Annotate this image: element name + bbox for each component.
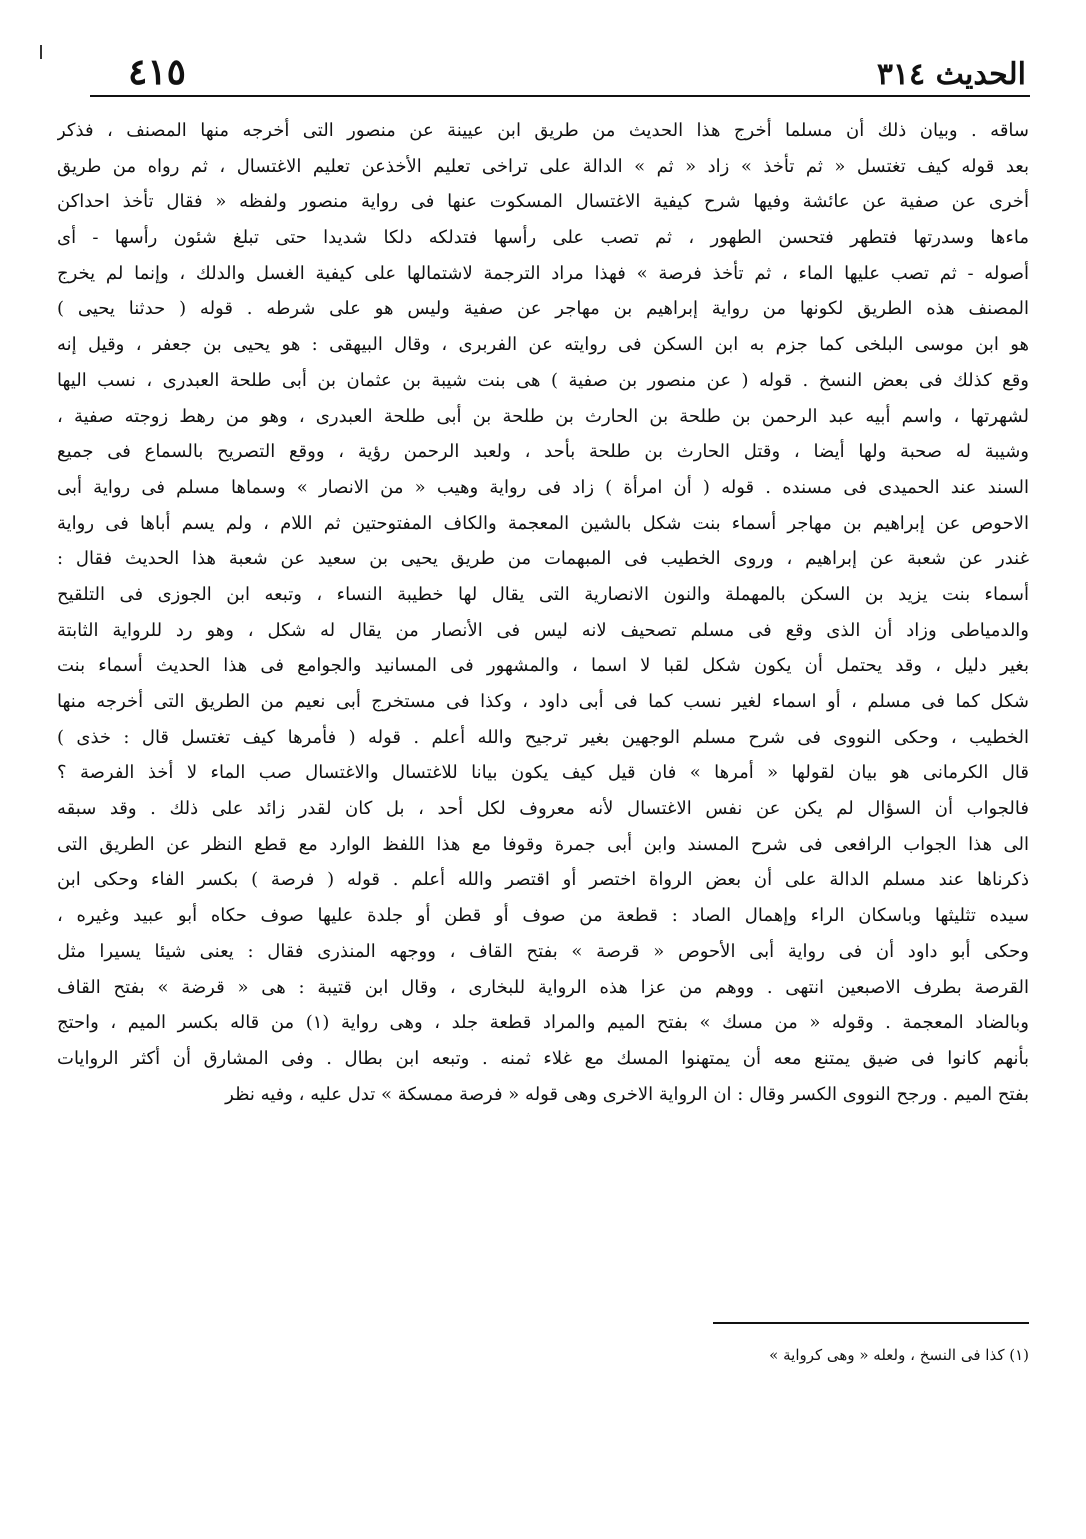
footnote: (١) كذا فى النسخ ، ولعله « وهى كرواية » — [769, 1346, 1029, 1364]
text-line: الى هذا الجواب الرافعى فى شرح المسند وابن أبى جمرة وقوفا مع هذا اللفظ الوارد مع قطع النظر عن الطريق التى — [57, 833, 1029, 855]
text-line: الاحوص عن إبراهيم بن مهاجر أسماء بنت شكل بالشين المعجمة والكاف المفتوحتين ثم اللام ، ولم يسم أباها فى رواية — [57, 512, 1029, 534]
text-line: غندر عن شعبة عن إبراهيم ، وروى الخطيب فى المبهمات من طريق يحيى بن سعيد عن شعبة هذا الحديث فقال : — [57, 548, 1029, 570]
text-line: ذكرناها عند مسلم الدالة على أن بعض الرواة اختصر أو اقتصر والله أعلم . قوله ( فرصة ) بكسر الفاء وحكى ابن — [57, 869, 1029, 891]
page-number: ٤١٥ — [128, 51, 187, 93]
page-header — [118, 40, 1026, 93]
text-line: أسماء بنت يزيد بن السكن بالمهملة والنون الانصارية التى يقال لها خطيبة النساء ، وتبعه ابن الجوزى فى التلقيح — [57, 583, 1029, 605]
text-line: لشهرتها ، واسم أبيه عبد الرحمن بن طلحة بن الحارث بن طلحة بن أبى طلحة العبدرى ، وهو من رهط زوجته صفية ، — [57, 405, 1029, 427]
text-line: أصوله - ثم تصب عليها الماء ، ثم تأخذ فرصة » فهذا مراد الترجمة لاشتمالها على كيفية الغسل والدلك ، وإنما لم يخرج — [57, 262, 1029, 284]
text-line: ساقه . وبيان ذلك أن مسلما أخرج هذا الحديث من طريق ابن عيينة عن منصور التى أخرجه منها المصنف ، فذكر — [57, 120, 1029, 141]
running-head: الحديث ٣١٤ — [876, 57, 1026, 92]
text-line: وبالضاد المعجمة . وقوله « من مسك » بفتح الميم والمراد قطعة جلد ، وهى رواية (١) من قاله بكسر الميم ، واحتج — [57, 1012, 1029, 1034]
margin-mark — [40, 45, 42, 59]
text-line: فالجواب أن السؤال لم يكن عن نفس الاغتسال لأنه معروف لكل أحد ، بل كان لقدر زائد على ذلك . وقد سبقه — [57, 798, 1029, 820]
text-line: شكل كما فى مسلم ، أو اسماء لغير نسب كما فى أبى داود ، وكذا فى مستخرج أبى نعيم من الطريق التى أخرجه منها — [57, 691, 1029, 712]
text-line: بأنهم كانوا فى ضيق يمتنع معه أن يمتهنوا المسك مع غلاء ثمنه . وتبعه ابن بطال . وفى المشارق أن أكثر الروايات — [57, 1047, 1029, 1069]
body-text — [57, 113, 1029, 1112]
text-line: وقع كذلك فى بعض النسخ . قوله ( عن منصور بن صفية ) هى بنت شيبة بن عثمان بن أبى طلحة العبدرى ، نسب اليها — [57, 369, 1029, 391]
text-line: بغير دليل ، وقد يحتمل أن يكون شكل لقبا لا اسما ، والمشهور فى المسانيد والجوامع فى هذا الحديث أسماء بنت — [57, 655, 1029, 677]
text-line: قال الكرمانى هو بيان لقولها « أمرها » فان قيل كيف يكون بيانا للاغتسال والاغتسال صب الماء لا أخذ الفرصة ؟ — [57, 762, 1029, 784]
text-line: ماءها وسدرتها فتطهر فتحسن الطهور ، ثم تصب على رأسها فتدلكه دلكا شديدا حتى تبلغ شئون رأسها - أى — [57, 227, 1029, 249]
footnote-rule — [713, 1322, 1029, 1324]
text-line: والدمياطى وزاد أن الذى وقع فى مسلم تصحيف لانه ليس فى الأنصار من يقال له شكل ، وهو رد للرواية الثابتة — [57, 619, 1029, 641]
text-line: أخرى عن صفية عن عائشة وفيها شرح كيفية الاغتسال المسكوت عنها فى رواية منصور ولفظه « فقال تأخذ احداكن — [57, 191, 1029, 213]
text-line: وشيبة له صحبة ولها أيضا ، وقتل الحارث بن طلحة بأحد ، ولعبد الرحمن رؤية ، ووقع التصريح بالسماع فى جميع — [57, 441, 1029, 463]
text-line: المصنف هذه الطريق لكونها من رواية إبراهيم بن مهاجر عن صفية وليس هو على شرطه . قوله ( حدثنا يحيى ) — [57, 298, 1029, 320]
text-line: السند عند الحميدى فى مسنده . قوله ( أن امرأة ) زاد فى رواية وهيب « من الانصار » وسماها مسلم فى رواية أبى — [57, 476, 1029, 498]
text-line: وحكى أبو داود أن فى رواية أبى الأحوص « قرصة » بفتح القاف ، ووجهه المنذرى فقال : يعنى شيئا يسيرا مثل — [57, 940, 1029, 962]
header-rule — [90, 95, 1030, 97]
text-line: سيده تثليثها وباسكان الراء وإهمال الصاد : قطعة من صوف أو قطن أو جلدة عليها صوف حكاه أبو عبيد وغيره ، — [57, 905, 1029, 927]
text-line: بعد قوله كيف تغتسل « ثم تأخذ » زاد « ثم » الدالة على تراخى تعليم الأخذعن تعليم الاغتسال ، ثم رواه من طريق — [57, 155, 1029, 177]
text-line: هو ابن موسى البلخى كما جزم به ابن السكن فى روايته عن الفربرى ، وقال البيهقى : هو يحيى بن جعفر ، وقيل إنه — [57, 334, 1029, 356]
text-line: القرصة بطرف الاصبعين انتهى . ووهم من عزا هذه الرواية للبخارى ، وقال ابن قتيبة : هى « قرضة » بفتح القاف — [57, 976, 1029, 998]
text-line: الخطيب ، وحكى النووى فى شرح مسلم الوجهين بغير ترجيح والله أعلم . قوله ( فأمرها كيف تغتسل قال : خذى ) — [57, 726, 1029, 748]
text-line: بفتح الميم . ورجح النووى الكسر وقال : ان الرواية الاخرى وهى قوله « فرصة ممسكة » تدل عليه ، وفيه نظر — [225, 1083, 1029, 1105]
